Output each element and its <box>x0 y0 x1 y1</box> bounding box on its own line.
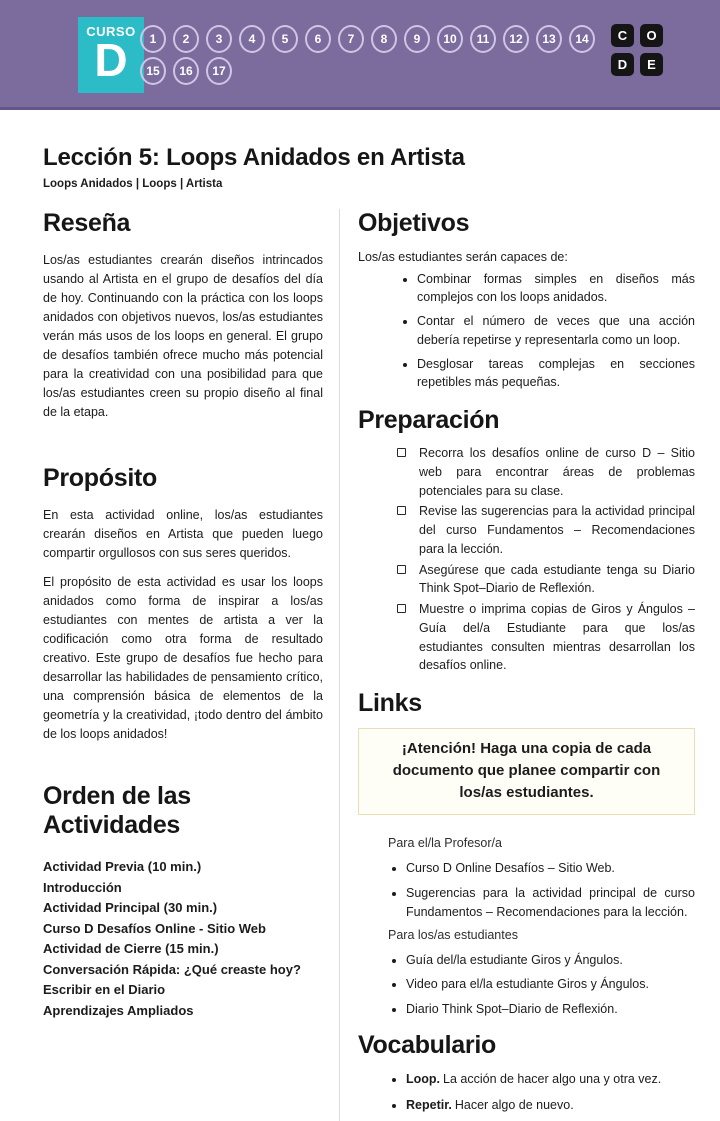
lesson-row-2 <box>140 57 602 85</box>
preparation-item <box>358 561 695 599</box>
preparation-item <box>358 600 695 675</box>
code-logo-tile: O <box>640 24 663 47</box>
attention-callout: ¡Atención! Haga una copia de cada documento que planee compartir con los/as estudiantes. <box>358 728 695 815</box>
objetivos-item: • Combinar formas simples en diseños más complejos con los loops anidados. <box>417 270 695 308</box>
orden-heading: Orden de las Actividades <box>43 782 191 839</box>
page-title: Lección 5: Loops Anidados en Artista <box>43 144 465 171</box>
objetivos-list <box>358 270 695 393</box>
proposito-paragraphs <box>43 506 323 744</box>
checkbox-icon[interactable] <box>397 506 406 515</box>
lesson-number-button[interactable]: 10 <box>437 25 463 53</box>
lesson-number-button[interactable]: 7 <box>338 25 364 53</box>
code-logo-tile: D <box>611 53 634 76</box>
vocab-list <box>358 1070 695 1115</box>
orden-item: Conversación Rápida: ¿Qué creaste hoy? <box>43 961 301 977</box>
lesson-row-1 <box>140 25 602 53</box>
page-subtitle: Loops Anidados | Loops | Artista <box>43 178 223 190</box>
vocab-item <box>406 1070 695 1089</box>
orden-item: Curso D Desafíos Online - Sitio Web <box>43 920 266 936</box>
lesson-number-button[interactable]: 13 <box>536 25 562 53</box>
preparation-text: Revise las sugerencias para la actividad principal del curso Fundamentos – Recomendaciones para la lección. <box>419 504 695 556</box>
objetivos-item: • Desglosar tareas complejas en secciones repetibles más pequeñas. <box>417 355 695 393</box>
student-links-label: Para los/as estudiantes <box>388 927 518 942</box>
student-link-item: • Video para el/la estudiante Giros y Ángulos. <box>406 975 695 994</box>
lesson-number-button[interactable]: 6 <box>305 25 331 53</box>
lesson-number-button[interactable]: 16 <box>173 57 199 85</box>
vocabulario-heading: Vocabulario <box>358 1030 496 1059</box>
checkbox-icon[interactable] <box>397 448 406 457</box>
objetivos-intro: Los/as estudiantes serán capaces de: <box>358 250 568 264</box>
objetivos-heading: Objetivos <box>358 209 470 237</box>
left-column <box>43 209 340 1121</box>
orden-list <box>43 857 323 1021</box>
lesson-number-button[interactable]: 8 <box>371 25 397 53</box>
course-badge-label: CURSO <box>86 24 136 39</box>
lesson-number-button[interactable]: 1 <box>140 25 166 53</box>
code-logo-tile: E <box>640 53 663 76</box>
lesson-number-button[interactable]: 11 <box>470 25 496 53</box>
orden-item: Aprendizajes Ampliados <box>43 1002 194 1018</box>
section-objetivos <box>358 209 695 392</box>
lesson-number-button[interactable]: 12 <box>503 25 529 53</box>
orden-item: Introducción <box>43 879 122 895</box>
preparacion-heading: Preparación <box>358 406 500 434</box>
teacher-links-label: Para el/la Profesor/a <box>388 836 502 851</box>
section-proposito <box>43 464 323 744</box>
lesson-number-button[interactable]: 2 <box>173 25 199 53</box>
section-preparacion <box>358 406 695 675</box>
preparation-text: Recorra los desafíos online de curso D – Sitio web para encontrar áreas de problemas potenciales para su clase. <box>419 446 695 498</box>
section-links <box>358 689 695 1019</box>
right-column <box>340 209 695 1121</box>
checkbox-icon[interactable] <box>397 604 406 613</box>
section-orden <box>43 782 323 1021</box>
proposito-paragraph: El propósito de esta actividad es usar los loops anidados como forma de inspirar a los/as estudiantes con mentes de artista a ver la codificación como otra forma de resultado creativo. Este grupo de desafíos fue hecho para desarrollar las habilidades de pensamiento crítico, una comprensión básica de elementos de la geometría y la creatividad, ¡todo dentro del ámbito de los loops anidados! <box>43 575 323 741</box>
course-badge <box>78 17 144 93</box>
objetivos-item: • Contar el número de veces que una acción debería repetirse y representarla como un loop. <box>417 312 695 350</box>
lesson-number-button[interactable]: 14 <box>569 25 595 53</box>
preparation-text: Asegúrese que cada estudiante tenga su Diario Think Spot–Diario de Reflexión. <box>419 562 695 596</box>
lesson-number-button[interactable]: 5 <box>272 25 298 53</box>
proposito-heading: Propósito <box>43 464 157 492</box>
lesson-number-button[interactable]: 4 <box>239 25 265 53</box>
preparation-text: Muestre o imprima copias de Giros y Ángulos – Guía del/a Estudiante para que los/as estudiantes consulten mientras desarrollan los desafíos online. <box>419 602 695 673</box>
student-links-list <box>358 951 695 1019</box>
lesson-number-button[interactable]: 9 <box>404 25 430 53</box>
teacher-link-item: • Curso D Online Desafíos – Sitio Web. <box>406 859 695 878</box>
section-vocabulario <box>358 1031 695 1115</box>
lesson-number-button[interactable]: 3 <box>206 25 232 53</box>
resena-heading: Reseña <box>43 209 131 237</box>
teacher-links-list <box>358 859 695 921</box>
code-org-logo <box>611 24 663 76</box>
orden-item: Actividad Previa (10 min.) <box>43 859 202 874</box>
orden-item: Escribir en el Diario <box>43 982 166 998</box>
preparacion-list <box>358 444 695 675</box>
preparation-item <box>358 444 695 500</box>
vocab-definition: La acción de hacer algo una y otra vez. <box>443 1071 662 1086</box>
course-badge-letter: D <box>94 34 128 86</box>
course-banner <box>0 0 720 110</box>
proposito-paragraph: En esta actividad online, los/as estudiantes crearán diseños en Artista que pueden luego compartir orgullosos con sus seres queridos. <box>43 508 323 560</box>
teacher-link-item: • Sugerencias para la actividad principal de curso Fundamentos – Recomendaciones para la lección. <box>406 884 695 922</box>
resena-body: Los/as estudiantes crearán diseños intrincados usando al Artista en el grupo de desafíos del día de hoy. Continuando con la práctica con los loops anidados con objetivos nuevos, los/as estudiantes verán más usos de los loops en general. El grupo de desafíos también ofrece mucho más potencial para la creatividad con una posibilidad para que los/as estudiantes creen su propio diseño al final de la etapa. <box>43 253 323 419</box>
lesson-document <box>0 110 720 1121</box>
links-heading: Links <box>358 689 422 717</box>
two-column-layout <box>43 209 695 1121</box>
student-link-item: • Diario Think Spot–Diario de Reflexión. <box>406 1000 695 1019</box>
orden-item: Actividad Principal (30 min.) <box>43 900 218 916</box>
vocab-term: Repetir. <box>406 1097 452 1112</box>
code-logo-tile: C <box>611 24 634 47</box>
preparation-item <box>358 502 695 558</box>
vocab-term: Loop. <box>406 1071 441 1086</box>
section-resena <box>43 209 323 422</box>
lesson-number-button[interactable]: 17 <box>206 57 232 85</box>
lesson-number-button[interactable]: 15 <box>140 57 166 85</box>
student-link-item: • Guía del/la estudiante Giros y Ángulos. <box>406 951 695 970</box>
orden-item: Actividad de Cierre (15 min.) <box>43 941 219 957</box>
vocab-definition: Hacer algo de nuevo. <box>454 1097 574 1112</box>
lesson-navigation <box>140 25 602 89</box>
checkbox-icon[interactable] <box>397 565 406 574</box>
vocab-item <box>406 1096 695 1115</box>
